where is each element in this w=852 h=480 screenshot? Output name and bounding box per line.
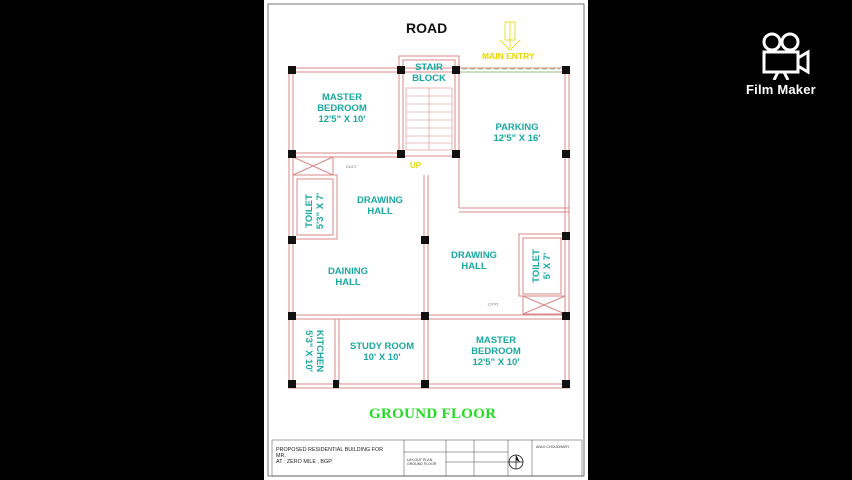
main-entry-label: MAIN ENTRY [482, 51, 535, 61]
room-master-bedroom-bottom: MASTER BEDROOM 12'5" X 10' [471, 335, 521, 368]
title-block-project: PROPOSED RESIDENTIAL BUILDING FOR MR. AT : ZERO MILE , BGP [276, 447, 384, 465]
stair-up-label: UP [410, 161, 422, 170]
title-block-drawing: LAY-OUT PLAN GROUND FLOOR [407, 458, 437, 467]
room-stair-block: STAIR BLOCK [412, 62, 446, 84]
room-toilet-right: TOILET 5' X 7' [531, 249, 553, 283]
watermark-text: Film Maker [746, 82, 816, 97]
room-kitchen: KITCHEN 5'3" X 10' [303, 329, 325, 373]
title-block-designer: ANUJ CHOUDHARY [536, 445, 570, 449]
road-label: ROAD [406, 20, 448, 36]
stair-treads [406, 88, 452, 150]
north-arrow-icon [509, 455, 523, 469]
room-master-bedroom-top: MASTER BEDROOM 12'5" X 10' [317, 92, 367, 125]
room-study-room: STUDY ROOM 10' X 10' [349, 341, 415, 363]
room-drawing-hall-left: DRAWING HALL [357, 195, 403, 217]
duct-label-left: DUCT [346, 164, 358, 169]
floor-title: GROUND FLOOR [369, 406, 497, 422]
room-daining-hall: DAINING HALL [327, 266, 369, 288]
room-parking: PARKING 12'5" X 16' [493, 122, 541, 144]
room-toilet-left: TOILET 5'3" X 7' [304, 192, 326, 230]
main-entry-marker [462, 22, 560, 72]
room-drawing-hall-right: DRAWING HALL [451, 250, 497, 272]
duct-label-right: DUCT [487, 302, 499, 307]
